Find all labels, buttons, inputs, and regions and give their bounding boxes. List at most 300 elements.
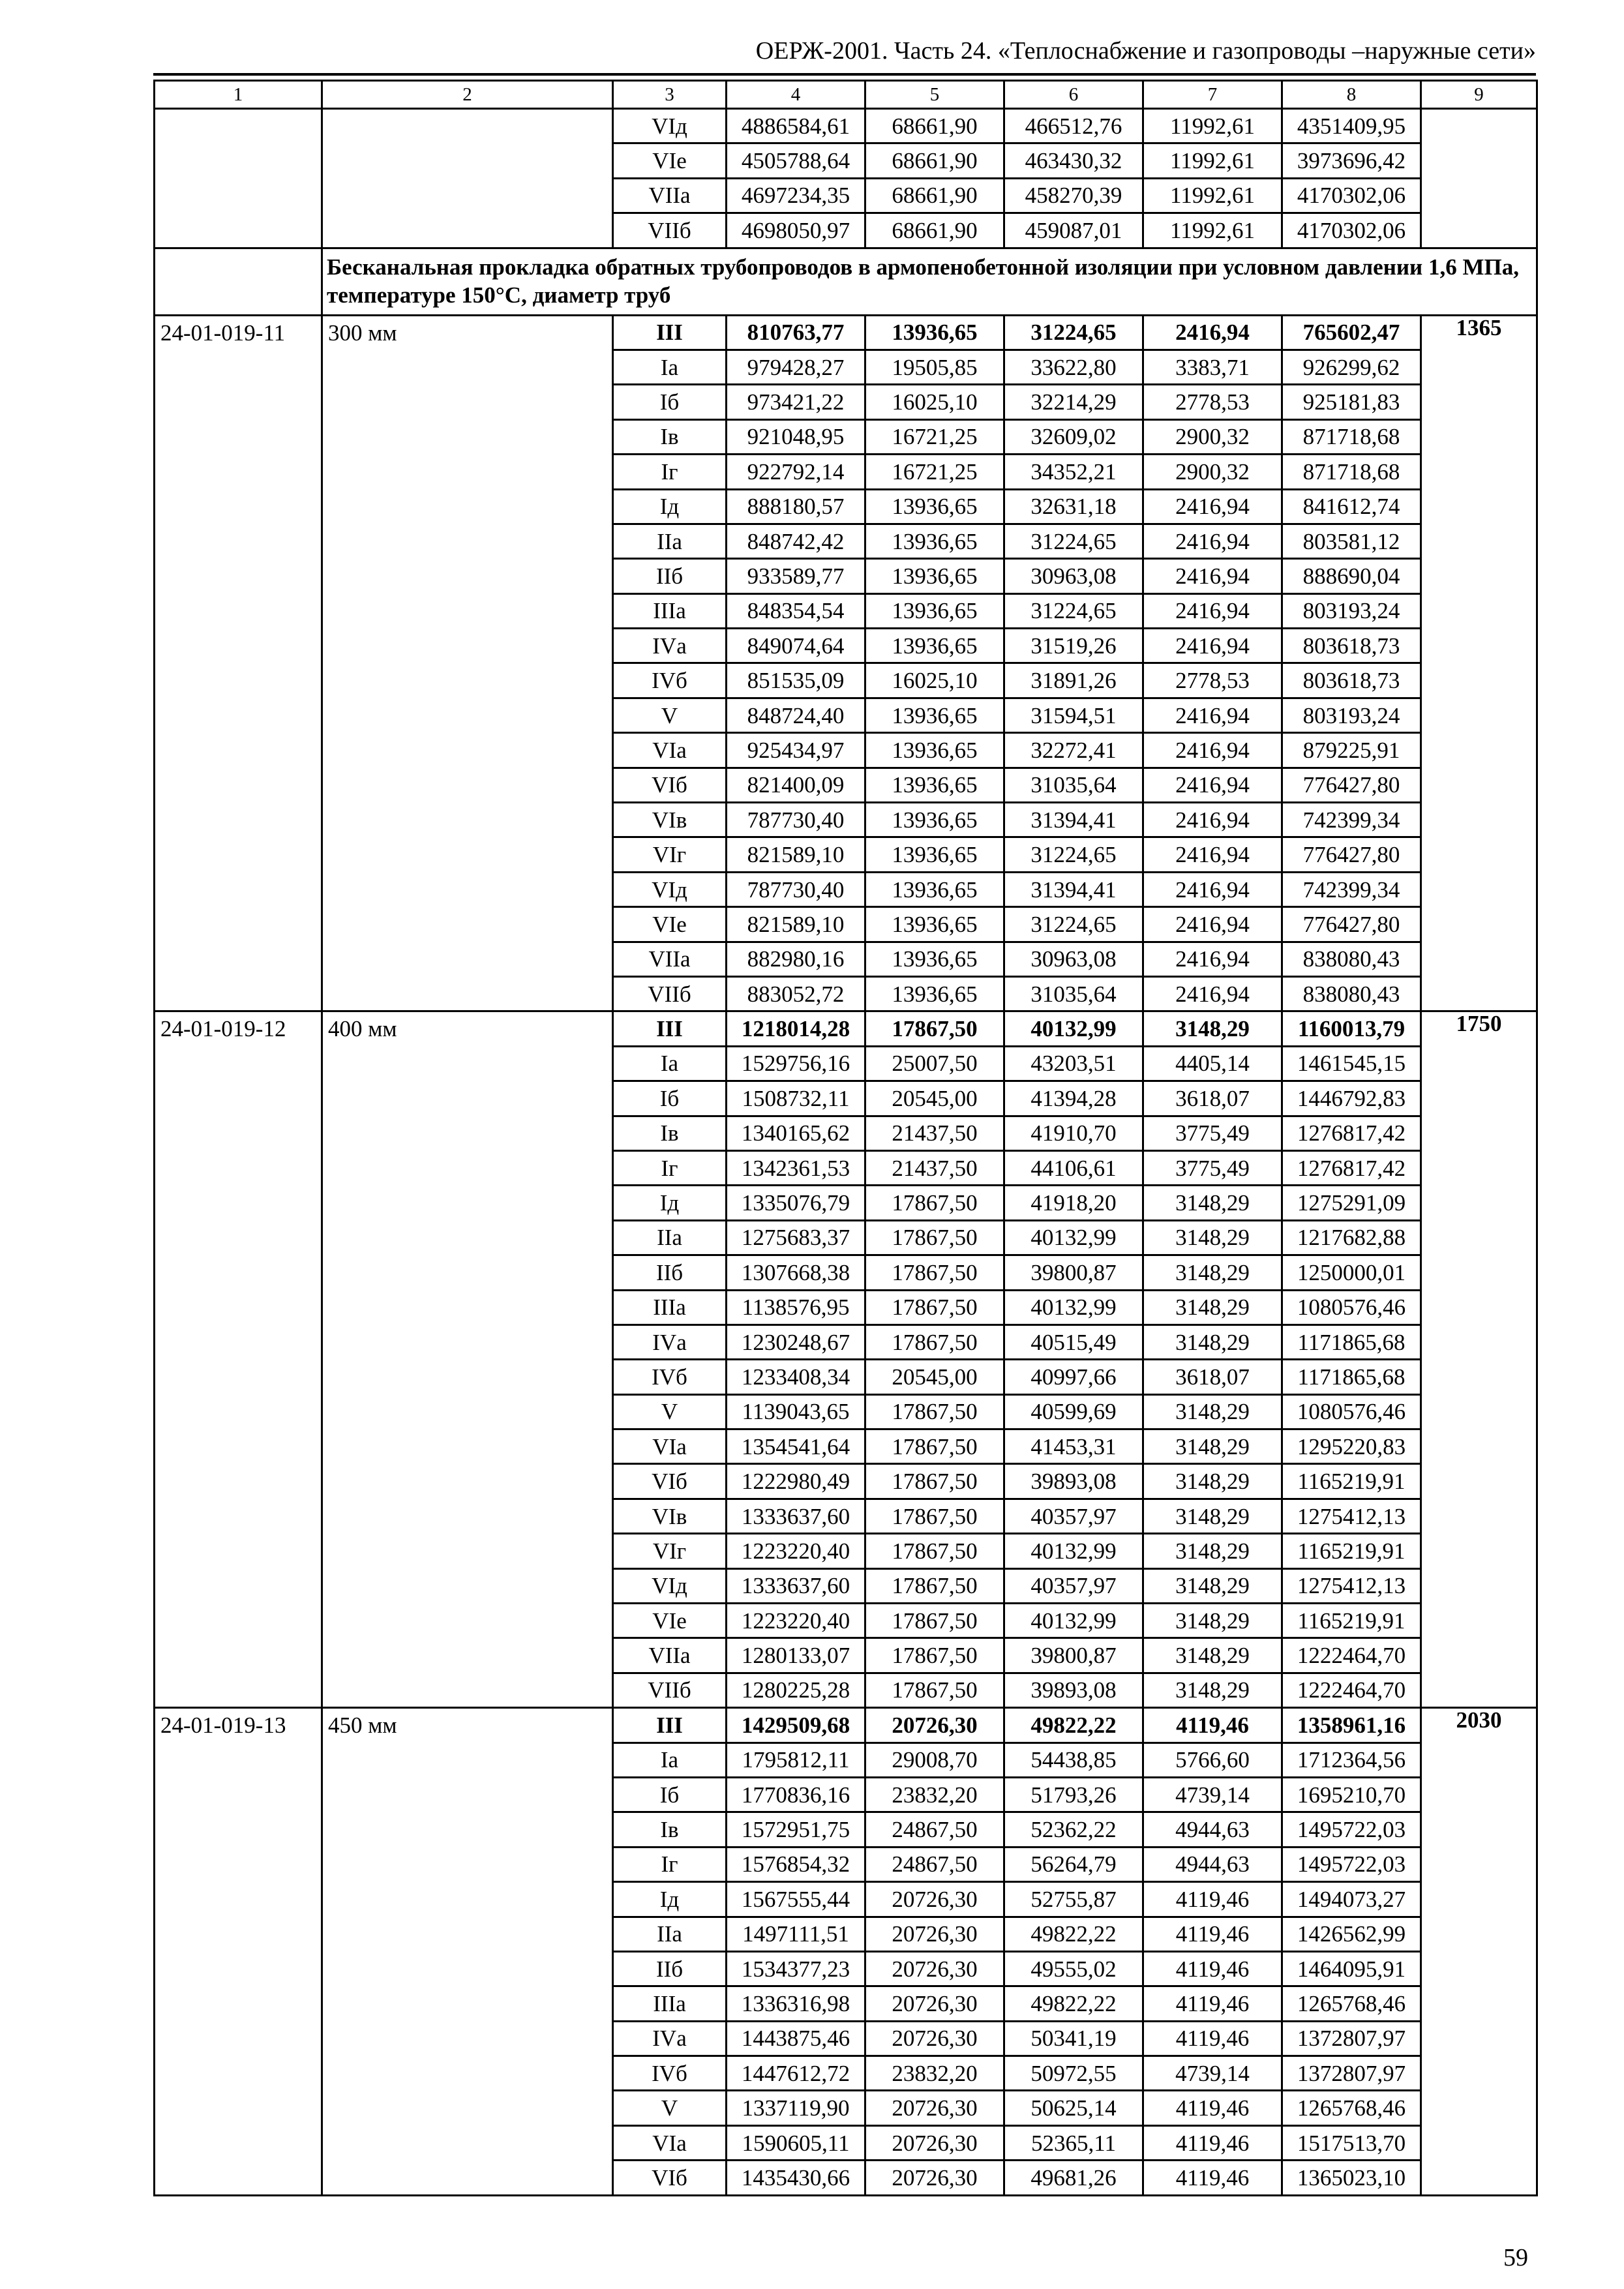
operator-wage: 3618,07 (1143, 1360, 1282, 1394)
total-cost: 1443875,46 (727, 2021, 865, 2056)
machine-cost: 43203,51 (1004, 1046, 1143, 1081)
materials-cost: 1080576,46 (1282, 1290, 1421, 1324)
total-cost: 1567555,44 (727, 1882, 865, 1917)
operator-wage: 4119,46 (1143, 2161, 1282, 2195)
materials-cost: 4170302,06 (1282, 178, 1421, 213)
row-label: IIа (613, 524, 727, 558)
materials-cost: 1171865,68 (1282, 1324, 1421, 1359)
materials-cost: 4351409,95 (1282, 109, 1421, 143)
total-cost: 1447612,72 (727, 2056, 865, 2091)
column-number: 8 (1282, 81, 1421, 109)
labor-cost: 23832,20 (865, 1777, 1004, 1812)
column-number: 1 (155, 81, 322, 109)
materials-cost: 1275412,13 (1282, 1499, 1421, 1533)
machine-cost: 49822,22 (1004, 1708, 1143, 1743)
row-label: IIIа (613, 593, 727, 628)
labor-cost: 17867,50 (865, 1255, 1004, 1290)
operator-wage: 3148,29 (1143, 1673, 1282, 1707)
row-label: VIб (613, 768, 727, 802)
operator-wage: 3383,71 (1143, 350, 1282, 384)
total-cost: 933589,77 (727, 559, 865, 593)
labor-cost: 20726,30 (865, 1882, 1004, 1917)
total-cost: 1275683,37 (727, 1220, 865, 1255)
materials-cost: 1276817,42 (1282, 1150, 1421, 1185)
labor-cost: 16721,25 (865, 455, 1004, 489)
machine-cost: 459087,01 (1004, 213, 1143, 248)
materials-cost: 1222464,70 (1282, 1673, 1421, 1707)
total-cost: 1795812,11 (727, 1743, 865, 1777)
machine-cost: 466512,76 (1004, 109, 1143, 143)
total-cost: 821589,10 (727, 907, 865, 942)
total-cost: 1335076,79 (727, 1186, 865, 1220)
row-label: Iа (613, 1743, 727, 1777)
row-label: IIб (613, 559, 727, 593)
row-label: Iг (613, 1150, 727, 1185)
section-title: Бесканальная прокладка обратных трубопроводов в армопенобетонной изоляции при условном давлении 1,6 МПа, температуре 150°С, диаметр труб (322, 248, 1537, 315)
operator-wage: 2416,94 (1143, 593, 1282, 628)
total-cost: 1280225,28 (727, 1673, 865, 1707)
labor-cost: 13936,65 (865, 489, 1004, 524)
operator-wage: 3148,29 (1143, 1568, 1282, 1603)
operator-wage: 11992,61 (1143, 213, 1282, 248)
row-label: VIг (613, 1534, 727, 1568)
materials-cost: 1165219,91 (1282, 1464, 1421, 1499)
materials-cost: 1365023,10 (1282, 2161, 1421, 2195)
column-number-row (155, 81, 1537, 109)
machine-cost: 31224,65 (1004, 593, 1143, 628)
machine-cost: 41453,31 (1004, 1429, 1143, 1464)
operator-wage: 2416,94 (1143, 733, 1282, 768)
operator-wage: 2416,94 (1143, 768, 1282, 802)
machine-cost: 40132,99 (1004, 1290, 1143, 1324)
materials-cost: 776427,80 (1282, 837, 1421, 872)
total-cost: 849074,64 (727, 629, 865, 663)
machine-cost: 31891,26 (1004, 663, 1143, 698)
materials-cost: 1217682,88 (1282, 1220, 1421, 1255)
total-cost: 1340165,62 (727, 1116, 865, 1150)
operator-wage: 2416,94 (1143, 629, 1282, 663)
rate-code: 24-01-019-13 (155, 1708, 322, 2195)
machine-cost: 51793,26 (1004, 1777, 1143, 1812)
materials-cost: 1461545,15 (1282, 1046, 1421, 1081)
labor-cost: 17867,50 (865, 1568, 1004, 1603)
row-label: V (613, 1394, 727, 1429)
operator-wage: 2900,32 (1143, 419, 1282, 454)
total-cost: 1354541,64 (727, 1429, 865, 1464)
labor-cost: 17867,50 (865, 1499, 1004, 1533)
row-label: Iг (613, 1847, 727, 1881)
empty-col9-cell (1421, 109, 1537, 248)
row-label: VIб (613, 1464, 727, 1499)
total-cost: 1429509,68 (727, 1708, 865, 1743)
row-label: VIа (613, 2125, 727, 2160)
operator-wage: 3148,29 (1143, 1499, 1282, 1533)
row-label: IIб (613, 1951, 727, 1986)
col9-value: 1750 (1421, 1011, 1537, 1708)
machine-cost: 52365,11 (1004, 2125, 1143, 2160)
materials-cost: 1358961,16 (1282, 1708, 1421, 1743)
row-label: Iб (613, 1081, 727, 1116)
column-number: 6 (1004, 81, 1143, 109)
machine-cost: 52362,22 (1004, 1812, 1143, 1847)
labor-cost: 20726,30 (865, 2161, 1004, 2195)
total-cost: 1336316,98 (727, 1986, 865, 2021)
operator-wage: 11992,61 (1143, 178, 1282, 213)
labor-cost: 17867,50 (865, 1324, 1004, 1359)
labor-cost: 24867,50 (865, 1812, 1004, 1847)
labor-cost: 16025,10 (865, 385, 1004, 419)
operator-wage: 2778,53 (1143, 385, 1282, 419)
machine-cost: 31394,41 (1004, 803, 1143, 837)
operator-wage: 3148,29 (1143, 1534, 1282, 1568)
total-cost: 1590605,11 (727, 2125, 865, 2160)
row-label: Iв (613, 1812, 727, 1847)
materials-cost: 879225,91 (1282, 733, 1421, 768)
machine-cost: 44106,61 (1004, 1150, 1143, 1185)
row-label: VIб (613, 2161, 727, 2195)
machine-cost: 32609,02 (1004, 419, 1143, 454)
row-label: IVа (613, 2021, 727, 2056)
labor-cost: 20726,30 (865, 1986, 1004, 2021)
machine-cost: 33622,80 (1004, 350, 1143, 384)
machine-cost: 463430,32 (1004, 143, 1143, 178)
materials-cost: 838080,43 (1282, 976, 1421, 1011)
operator-wage: 4739,14 (1143, 2056, 1282, 2091)
total-cost: 1508732,11 (727, 1081, 865, 1116)
labor-cost: 13936,65 (865, 315, 1004, 350)
total-cost: 4886584,61 (727, 109, 865, 143)
operator-wage: 3618,07 (1143, 1081, 1282, 1116)
materials-cost: 1165219,91 (1282, 1534, 1421, 1568)
labor-cost: 13936,65 (865, 976, 1004, 1011)
total-cost: 1139043,65 (727, 1394, 865, 1429)
col9-value: 1365 (1421, 315, 1537, 1011)
total-cost: 4505788,64 (727, 143, 865, 178)
machine-cost: 40357,97 (1004, 1568, 1143, 1603)
rate-code: 24-01-019-12 (155, 1011, 322, 1708)
labor-cost: 13936,65 (865, 733, 1004, 768)
machine-cost: 30963,08 (1004, 559, 1143, 593)
machine-cost: 40357,97 (1004, 1499, 1143, 1533)
labor-cost: 13936,65 (865, 942, 1004, 976)
section-title-row (155, 248, 1537, 315)
total-cost: 1342361,53 (727, 1150, 865, 1185)
machine-cost: 32214,29 (1004, 385, 1143, 419)
operator-wage: 11992,61 (1143, 143, 1282, 178)
labor-cost: 20545,00 (865, 1081, 1004, 1116)
operator-wage: 4944,63 (1143, 1812, 1282, 1847)
operator-wage: 2900,32 (1143, 455, 1282, 489)
total-cost: 787730,40 (727, 872, 865, 906)
labor-cost: 13936,65 (865, 803, 1004, 837)
total-cost: 1223220,40 (727, 1604, 865, 1638)
total-cost: 922792,14 (727, 455, 865, 489)
machine-cost: 41394,28 (1004, 1081, 1143, 1116)
operator-wage: 4119,46 (1143, 1951, 1282, 1986)
row-label: Iд (613, 1882, 727, 1917)
machine-cost: 31224,65 (1004, 837, 1143, 872)
operator-wage: 3148,29 (1143, 1429, 1282, 1464)
page-header: ОЕРЖ-2001. Часть 24. «Теплоснабжение и газопроводы –наружные сети» (755, 37, 1536, 65)
total-cost: 4698050,97 (727, 213, 865, 248)
labor-cost: 13936,65 (865, 872, 1004, 906)
machine-cost: 50972,55 (1004, 2056, 1143, 2091)
row-label: Iб (613, 385, 727, 419)
materials-cost: 1712364,56 (1282, 1743, 1421, 1777)
total-cost: 973421,22 (727, 385, 865, 419)
column-number: 2 (322, 81, 613, 109)
operator-wage: 3148,29 (1143, 1394, 1282, 1429)
operator-wage: 2416,94 (1143, 907, 1282, 942)
labor-cost: 13936,65 (865, 524, 1004, 558)
materials-cost: 1222464,70 (1282, 1638, 1421, 1673)
machine-cost: 32272,41 (1004, 733, 1143, 768)
row-label: VIв (613, 803, 727, 837)
machine-cost: 41918,20 (1004, 1186, 1143, 1220)
row-label: IIа (613, 1917, 727, 1951)
machine-cost: 50625,14 (1004, 2091, 1143, 2125)
row-label: VIIб (613, 976, 727, 1011)
materials-cost: 803581,12 (1282, 524, 1421, 558)
total-cost: 1230248,67 (727, 1324, 865, 1359)
operator-wage: 3775,49 (1143, 1150, 1282, 1185)
materials-cost: 742399,34 (1282, 872, 1421, 906)
row-label: IVб (613, 2056, 727, 2091)
row-label: IIб (613, 1255, 727, 1290)
total-cost: 1572951,75 (727, 1812, 865, 1847)
total-cost: 1307668,38 (727, 1255, 865, 1290)
materials-cost: 841612,74 (1282, 489, 1421, 524)
labor-cost: 21437,50 (865, 1150, 1004, 1185)
total-cost: 883052,72 (727, 976, 865, 1011)
row-label: Iв (613, 1116, 727, 1150)
labor-cost: 17867,50 (865, 1394, 1004, 1429)
empty-code-cell (155, 248, 322, 315)
column-number: 5 (865, 81, 1004, 109)
materials-cost: 1372807,97 (1282, 2056, 1421, 2091)
total-cost: 1333637,60 (727, 1499, 865, 1533)
machine-cost: 39800,87 (1004, 1638, 1143, 1673)
row-label: IIIа (613, 1290, 727, 1324)
total-cost: 925434,97 (727, 733, 865, 768)
materials-cost: 871718,68 (1282, 455, 1421, 489)
operator-wage: 3148,29 (1143, 1220, 1282, 1255)
row-label: IIIа (613, 1986, 727, 2021)
table-row (155, 1708, 1537, 1743)
machine-cost: 39893,08 (1004, 1464, 1143, 1499)
total-cost: 1497111,51 (727, 1917, 865, 1951)
materials-cost: 803618,73 (1282, 629, 1421, 663)
row-label: Iв (613, 419, 727, 454)
operator-wage: 3775,49 (1143, 1116, 1282, 1150)
materials-cost: 776427,80 (1282, 768, 1421, 802)
total-cost: 1218014,28 (727, 1011, 865, 1046)
operator-wage: 3148,29 (1143, 1638, 1282, 1673)
labor-cost: 68661,90 (865, 178, 1004, 213)
labor-cost: 21437,50 (865, 1116, 1004, 1150)
machine-cost: 50341,19 (1004, 2021, 1143, 2056)
materials-cost: 888690,04 (1282, 559, 1421, 593)
machine-cost: 31035,64 (1004, 976, 1143, 1011)
operator-wage: 2416,94 (1143, 698, 1282, 732)
materials-cost: 1276817,42 (1282, 1116, 1421, 1150)
materials-cost: 803193,24 (1282, 698, 1421, 732)
machine-cost: 34352,21 (1004, 455, 1143, 489)
total-cost: 1223220,40 (727, 1534, 865, 1568)
labor-cost: 20726,30 (865, 2021, 1004, 2056)
materials-cost: 1265768,46 (1282, 2091, 1421, 2125)
column-number: 7 (1143, 81, 1282, 109)
labor-cost: 17867,50 (865, 1011, 1004, 1046)
machine-cost: 52755,87 (1004, 1882, 1143, 1917)
labor-cost: 13936,65 (865, 698, 1004, 732)
table-row (155, 1011, 1537, 1046)
row-label: IIа (613, 1220, 727, 1255)
operator-wage: 4405,14 (1143, 1046, 1282, 1081)
total-cost: 848724,40 (727, 698, 865, 732)
operator-wage: 4119,46 (1143, 1986, 1282, 2021)
materials-cost: 1695210,70 (1282, 1777, 1421, 1812)
labor-cost: 16721,25 (865, 419, 1004, 454)
machine-cost: 30963,08 (1004, 942, 1143, 976)
machine-cost: 49822,22 (1004, 1917, 1143, 1951)
labor-cost: 68661,90 (865, 143, 1004, 178)
labor-cost: 68661,90 (865, 213, 1004, 248)
row-label: VIа (613, 733, 727, 768)
table-row (155, 315, 1537, 350)
operator-wage: 11992,61 (1143, 109, 1282, 143)
materials-cost: 925181,83 (1282, 385, 1421, 419)
machine-cost: 40132,99 (1004, 1011, 1143, 1046)
row-label: VIе (613, 143, 727, 178)
machine-cost: 54438,85 (1004, 1743, 1143, 1777)
materials-cost: 1275291,09 (1282, 1186, 1421, 1220)
total-cost: 1280133,07 (727, 1638, 865, 1673)
machine-cost: 31224,65 (1004, 524, 1143, 558)
labor-cost: 20726,30 (865, 1708, 1004, 1743)
operator-wage: 2416,94 (1143, 559, 1282, 593)
row-label: III (613, 1708, 727, 1743)
empty-name-cell (322, 109, 613, 248)
operator-wage: 3148,29 (1143, 1011, 1282, 1046)
materials-cost: 1426562,99 (1282, 1917, 1421, 1951)
row-label: IVб (613, 663, 727, 698)
machine-cost: 31224,65 (1004, 907, 1143, 942)
total-cost: 888180,57 (727, 489, 865, 524)
labor-cost: 13936,65 (865, 593, 1004, 628)
header-rule (153, 73, 1536, 76)
rates-table (153, 80, 1538, 2196)
total-cost: 1435430,66 (727, 2161, 865, 2195)
rates-table-body (155, 81, 1537, 2196)
labor-cost: 13936,65 (865, 768, 1004, 802)
operator-wage: 2416,94 (1143, 315, 1282, 350)
labor-cost: 19505,85 (865, 350, 1004, 384)
operator-wage: 2416,94 (1143, 872, 1282, 906)
column-number: 9 (1421, 81, 1537, 109)
row-label: III (613, 315, 727, 350)
materials-cost: 4170302,06 (1282, 213, 1421, 248)
page-number: 59 (1503, 2244, 1528, 2271)
row-label: VIв (613, 1499, 727, 1533)
operator-wage: 2416,94 (1143, 524, 1282, 558)
row-label: Iа (613, 1046, 727, 1081)
operator-wage: 3148,29 (1143, 1324, 1282, 1359)
machine-cost: 49822,22 (1004, 1986, 1143, 2021)
materials-cost: 803618,73 (1282, 663, 1421, 698)
total-cost: 848742,42 (727, 524, 865, 558)
materials-cost: 871718,68 (1282, 419, 1421, 454)
row-label: Iб (613, 1777, 727, 1812)
labor-cost: 17867,50 (865, 1638, 1004, 1673)
labor-cost: 17867,50 (865, 1604, 1004, 1638)
total-cost: 821589,10 (727, 837, 865, 872)
labor-cost: 20726,30 (865, 2125, 1004, 2160)
row-label: IVа (613, 629, 727, 663)
empty-code-cell (155, 109, 322, 248)
total-cost: 810763,77 (727, 315, 865, 350)
row-label: Iа (613, 350, 727, 384)
machine-cost: 31519,26 (1004, 629, 1143, 663)
machine-cost: 41910,70 (1004, 1116, 1143, 1150)
operator-wage: 2416,94 (1143, 942, 1282, 976)
total-cost: 1534377,23 (727, 1951, 865, 1986)
total-cost: 4697234,35 (727, 178, 865, 213)
labor-cost: 20726,30 (865, 1951, 1004, 1986)
materials-cost: 3973696,42 (1282, 143, 1421, 178)
row-label: VIIа (613, 942, 727, 976)
total-cost: 1529756,16 (727, 1046, 865, 1081)
operator-wage: 2416,94 (1143, 837, 1282, 872)
row-label: V (613, 2091, 727, 2125)
operator-wage: 3148,29 (1143, 1464, 1282, 1499)
column-number: 4 (727, 81, 865, 109)
row-label: Iд (613, 1186, 727, 1220)
col9-value: 2030 (1421, 1708, 1537, 2195)
machine-cost: 49555,02 (1004, 1951, 1143, 1986)
machine-cost: 40515,49 (1004, 1324, 1143, 1359)
table-row (155, 109, 1537, 143)
operator-wage: 3148,29 (1143, 1255, 1282, 1290)
row-label: VIг (613, 837, 727, 872)
total-cost: 848354,54 (727, 593, 865, 628)
machine-cost: 40132,99 (1004, 1220, 1143, 1255)
labor-cost: 17867,50 (865, 1290, 1004, 1324)
machine-cost: 40997,66 (1004, 1360, 1143, 1394)
operator-wage: 4739,14 (1143, 1777, 1282, 1812)
operator-wage: 2416,94 (1143, 976, 1282, 1011)
row-label: VIд (613, 1568, 727, 1603)
total-cost: 1222980,49 (727, 1464, 865, 1499)
total-cost: 979428,27 (727, 350, 865, 384)
row-label: IVа (613, 1324, 727, 1359)
materials-cost: 1494073,27 (1282, 1882, 1421, 1917)
labor-cost: 17867,50 (865, 1429, 1004, 1464)
materials-cost: 776427,80 (1282, 907, 1421, 942)
operator-wage: 4119,46 (1143, 1917, 1282, 1951)
machine-cost: 40132,99 (1004, 1534, 1143, 1568)
total-cost: 787730,40 (727, 803, 865, 837)
row-label: VIе (613, 907, 727, 942)
row-label: III (613, 1011, 727, 1046)
labor-cost: 25007,50 (865, 1046, 1004, 1081)
labor-cost: 17867,50 (865, 1186, 1004, 1220)
labor-cost: 13936,65 (865, 559, 1004, 593)
machine-cost: 32631,18 (1004, 489, 1143, 524)
row-label: VIд (613, 109, 727, 143)
materials-cost: 1372807,97 (1282, 2021, 1421, 2056)
operator-wage: 3148,29 (1143, 1186, 1282, 1220)
